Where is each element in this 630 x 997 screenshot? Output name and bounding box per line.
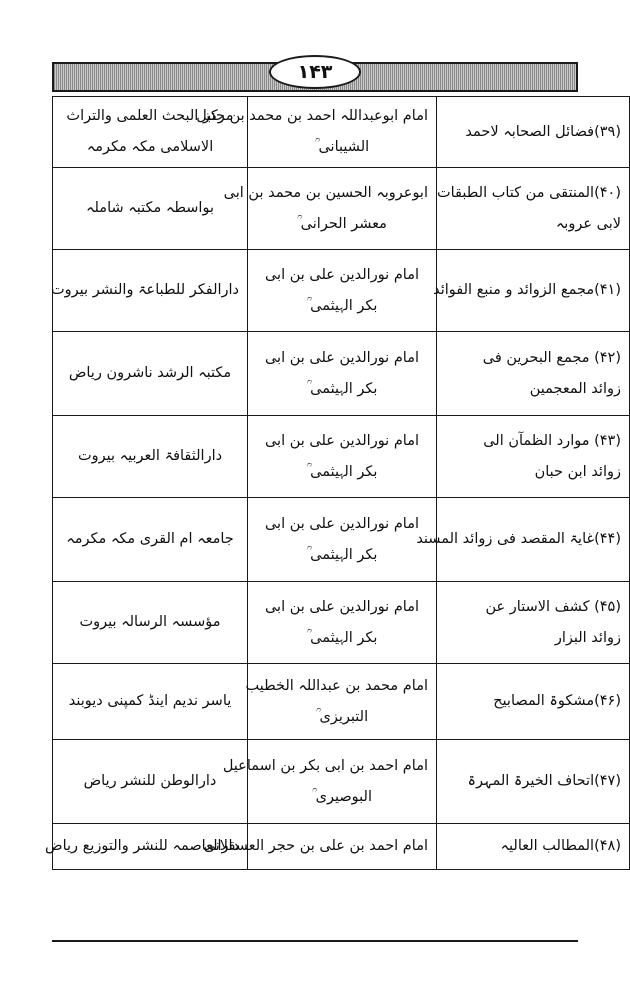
table-row xyxy=(53,664,630,740)
publisher-line: دارالفکر للطباعۃ والنشر بیروت xyxy=(51,282,239,298)
author-line: معشر الحرانی ؒ xyxy=(297,215,387,232)
publisher-cell xyxy=(53,498,248,582)
publisher-cell xyxy=(53,250,248,332)
book-title-cell xyxy=(437,97,630,168)
book-title-cell xyxy=(437,664,630,740)
author-cell xyxy=(248,498,437,582)
author-line: امام احمد بن علی بن حجر العسقلانی xyxy=(203,838,428,854)
publisher-cell xyxy=(53,332,248,416)
book-title-line: (۳۹)فضائل الصحابہ لاحمد xyxy=(465,123,621,140)
author-line: امام محمد بن عبداللہ الخطیب xyxy=(245,677,428,694)
book-title-cell xyxy=(437,824,630,870)
publisher-line: جامعہ ام القری مکہ مکرمہ xyxy=(66,531,234,547)
author-cell xyxy=(248,332,437,416)
publisher-line: یاسر ندیم اینڈ کمپنی دیوبند xyxy=(68,693,232,709)
publisher-line: مرکز البحث العلمی والتراث xyxy=(66,108,234,124)
table-row xyxy=(53,582,630,664)
author-line: بکر الہیثمی ؒ xyxy=(306,463,378,480)
book-title-line: لابی عروبہ xyxy=(555,215,621,232)
table-row xyxy=(53,824,630,870)
author-cell xyxy=(248,416,437,498)
page-number: ۱۴۳ xyxy=(269,55,361,89)
book-title-line: زوائد المعجمین xyxy=(529,380,621,397)
book-title-line: (۴۴)غایۃ المقصد فی زوائد المسند xyxy=(416,531,621,547)
book-title-line: (۴۲) مجمع البحرین فی xyxy=(482,349,621,366)
table-row xyxy=(53,498,630,582)
publisher-cell xyxy=(53,97,248,168)
table-row xyxy=(53,332,630,416)
publisher-cell xyxy=(45,824,248,870)
book-title-line: (۴۱)مجمع الزوائد و منبع الفوائد xyxy=(433,282,621,298)
author-line: امام نورالدین علی بن ابی xyxy=(264,598,420,615)
author-line: امام ابوعبداللہ احمد بن محمد بن حنبل xyxy=(196,108,428,124)
book-title-line: (۴۸)المطالب العالیہ xyxy=(500,838,621,854)
author-line: امام نورالدین علی بن ابی xyxy=(264,349,420,366)
publisher-line: دارالعاصمہ للنشر والتوزیع ریاض xyxy=(45,838,239,854)
author-line: البوصیری ؒ xyxy=(312,788,372,805)
table-row xyxy=(53,416,630,498)
author-line: التبریزی ؒ xyxy=(315,708,369,725)
book-title-cell xyxy=(433,250,630,332)
author-line: امام نورالدین علی بن ابی xyxy=(264,515,420,532)
publisher-line: بواسطہ مکتبہ شاملہ xyxy=(86,200,214,216)
book-title-line: (۴۳) موارد الظمآن الی xyxy=(483,432,621,449)
table-row xyxy=(53,740,630,824)
publisher-line: مکتبہ الرشد ناشرون ریاض xyxy=(68,365,232,381)
author-line: ابوعروبہ الحسین بن محمد بن ابی xyxy=(223,184,428,201)
publisher-cell xyxy=(53,740,248,824)
table-row xyxy=(53,168,630,250)
publisher-line: دارالثقافۃ العربیہ بیروت xyxy=(77,448,223,464)
references-table-body xyxy=(45,97,630,870)
author-line: امام نورالدین علی بن ابی xyxy=(264,266,420,283)
book-title-cell xyxy=(437,168,630,250)
author-cell xyxy=(203,824,437,870)
publisher-cell xyxy=(53,582,248,664)
publisher-line: دارالوطن للنشر ریاض xyxy=(83,773,217,789)
book-title-line: زوائد البزار xyxy=(554,629,621,646)
book-title-cell xyxy=(437,416,630,498)
author-cell xyxy=(248,250,437,332)
author-line: الشیبانی ؒ xyxy=(314,139,370,155)
references-table xyxy=(45,96,630,870)
author-cell xyxy=(223,168,437,250)
publisher-cell xyxy=(53,664,248,740)
author-line: بکر الہیثمی ؒ xyxy=(306,297,378,314)
author-line: امام نورالدین علی بن ابی xyxy=(264,432,420,449)
author-line: بکر الہیثمی ؒ xyxy=(306,380,378,397)
footer-rule xyxy=(52,940,578,942)
book-title-line: (۴۰)المنتقی من کتاب الطبقات xyxy=(436,184,621,201)
author-cell xyxy=(248,582,437,664)
book-title-line: (۴۵) کشف الاستار عن xyxy=(485,598,621,615)
author-line: بکر الہیثمی ؒ xyxy=(306,629,378,646)
book-title-cell xyxy=(437,332,630,416)
publisher-line: مؤسسہ الرسالہ بیروت xyxy=(79,614,221,630)
table-row xyxy=(53,97,630,168)
table-row xyxy=(53,250,630,332)
publisher-cell xyxy=(53,168,248,250)
publisher-line: الاسلامی مکہ مکرمہ xyxy=(86,139,214,155)
author-cell xyxy=(222,740,437,824)
book-title-cell xyxy=(437,582,630,664)
author-line: امام احمد بن ابی بکر بن اسماعیل xyxy=(222,757,428,774)
book-title-cell xyxy=(416,498,630,582)
book-title-line: (۴۶)مشکوۃ المصابیح xyxy=(493,693,621,709)
author-cell xyxy=(245,664,437,740)
author-line: بکر الہیثمی ؒ xyxy=(306,546,378,563)
book-title-cell xyxy=(437,740,630,824)
publisher-cell xyxy=(53,416,248,498)
book-title-line: (۴۷)اتحاف الخیرۃ المہرۃ xyxy=(467,773,621,789)
book-title-line: زوائد ابن حبان xyxy=(534,463,621,480)
author-cell xyxy=(196,97,437,168)
